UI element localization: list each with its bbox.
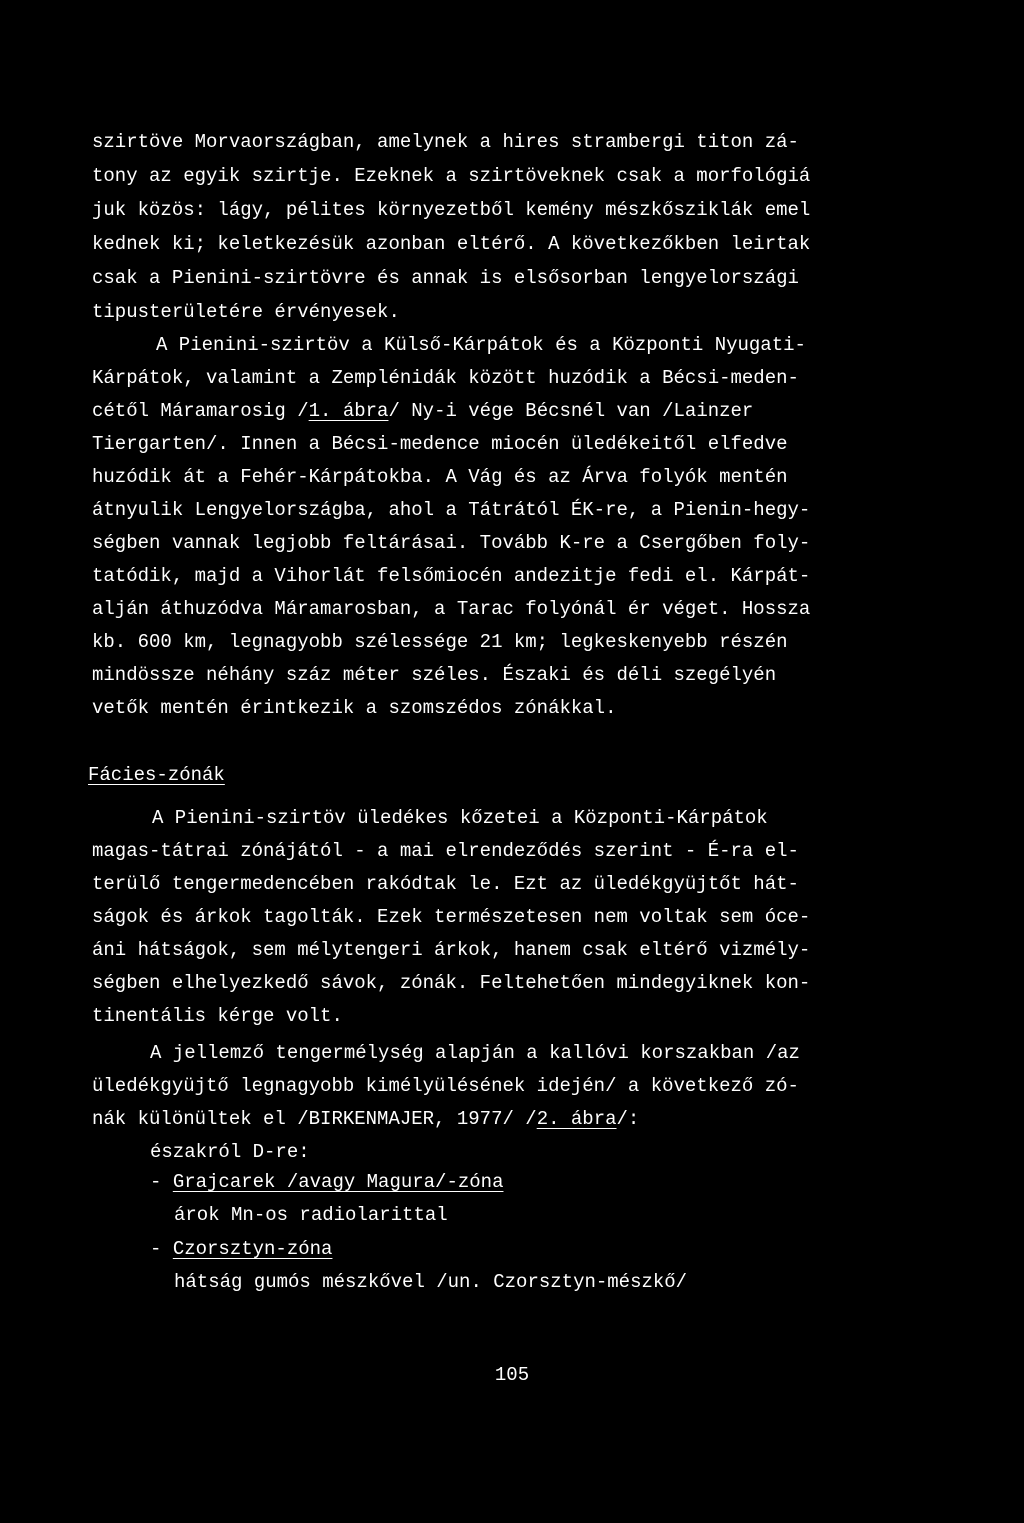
zone-list-item [150,1165,1024,1199]
text-segment: nák különültek el /BIRKENMAJER, 1977/ / [92,1108,537,1130]
text-line: tipusterületére érvényesek. [92,301,400,323]
text-line: Kárpátok, valamint a Zemplénidák között huzódik a Bécsi-meden- [92,367,799,389]
zone-description: árok Mn-os radiolarittal [174,1204,448,1226]
page-number: 105 [494,1364,530,1386]
text-line: átnyulik Lengyelországba, ahol a Tátrától ÉK-re, a Pienin-hegy- [92,499,811,521]
text-line: terülő tengermedencében rakódtak le. Ezt az üledékgyüjtőt hát- [92,873,799,895]
text-line: juk közös: lágy, pélites környezetből kemény mészkősziklák emel [92,199,811,221]
text-line: vetők mentén érintkezik a szomszédos zónákkal. [92,697,617,719]
zone-name: Grajcarek /avagy Magura/-zóna [172,1171,504,1193]
zone-list-item [150,1232,1024,1266]
section-heading-text: Fácies-zónák [88,764,225,786]
text-line: üledékgyüjtő legnagyobb kimélyülésének idején/ a következő zó- [92,1075,799,1097]
text-segment: /: [616,1108,640,1130]
text-line: északról D-re: [150,1141,310,1163]
text-line [92,1102,1024,1136]
text-line: csak a Pienini-szirtövre és annak is elsősorban lengyelországi [92,267,799,289]
text-line: tinentális kérge volt. [92,1005,343,1027]
text-line: kednek ki; keletkezésük azonban eltérő. A következőkben leirtak [92,233,811,255]
figure-reference: 2. ábra [536,1108,617,1130]
text-line: tatódik, majd a Vihorlát felsőmiocén andezitje fedi el. Kárpát- [92,565,811,587]
text-line: ságok és árkok tagolták. Ezek természetesen nem voltak sem óce- [92,906,811,928]
zone-name: Czorsztyn-zóna [172,1238,333,1260]
figure-reference: 1. ábra [308,400,389,422]
text-line: Tiergarten/. Innen a Bécsi-medence miocén üledékeitől elfedve [92,433,788,455]
section-heading [88,758,1024,792]
text-line: mindössze néhány száz méter széles. Északi és déli szegélyén [92,664,777,686]
text-line: A Pienini-szirtöv üledékes kőzetei a Központi-Kárpátok [152,807,768,829]
text-line: szirtöve Morvaországban, amelynek a hires strambergi titon zá- [92,131,799,153]
text-segment: / Ny-i vége Bécsnél van /Lainzer [388,400,754,422]
text-line: tony az egyik szirtje. Ezeknek a szirtöveknek csak a morfológiá [92,165,811,187]
text-line: A Pienini-szirtöv a Külső-Kárpátok és a Központi Nyugati- [156,334,806,356]
text-line: kb. 600 km, legnagyobb szélessége 21 km; legkeskenyebb részén [92,631,788,653]
text-line: huzódik át a Fehér-Kárpátokba. A Vág és az Árva folyók mentén [92,466,788,488]
text-line: magas-tátrai zónájától - a mai elrendeződés szerint - É-ra el- [92,840,799,862]
text-line: alján áthuzódva Máramarosban, a Tarac folyónál ér véget. Hossza [92,598,811,620]
list-dash: - [150,1171,173,1193]
text-segment: cétől Máramarosig / [92,400,309,422]
text-line: ségben vannak legjobb feltárásai. Tovább K-re a Csergőben foly- [92,532,811,554]
text-line: ségben elhelyezkedő sávok, zónák. Feltehetően mindegyiknek kon- [92,972,811,994]
zone-description: hátság gumós mészkővel /un. Czorsztyn-mészkő/ [174,1271,688,1293]
text-line: A jellemző tengermélység alapján a kallóvi korszakban /az [150,1042,800,1064]
text-line [92,394,1024,428]
text-line: áni hátságok, sem mélytengeri árkok, hanem csak eltérő vizmély- [92,939,811,961]
list-dash: - [150,1238,173,1260]
